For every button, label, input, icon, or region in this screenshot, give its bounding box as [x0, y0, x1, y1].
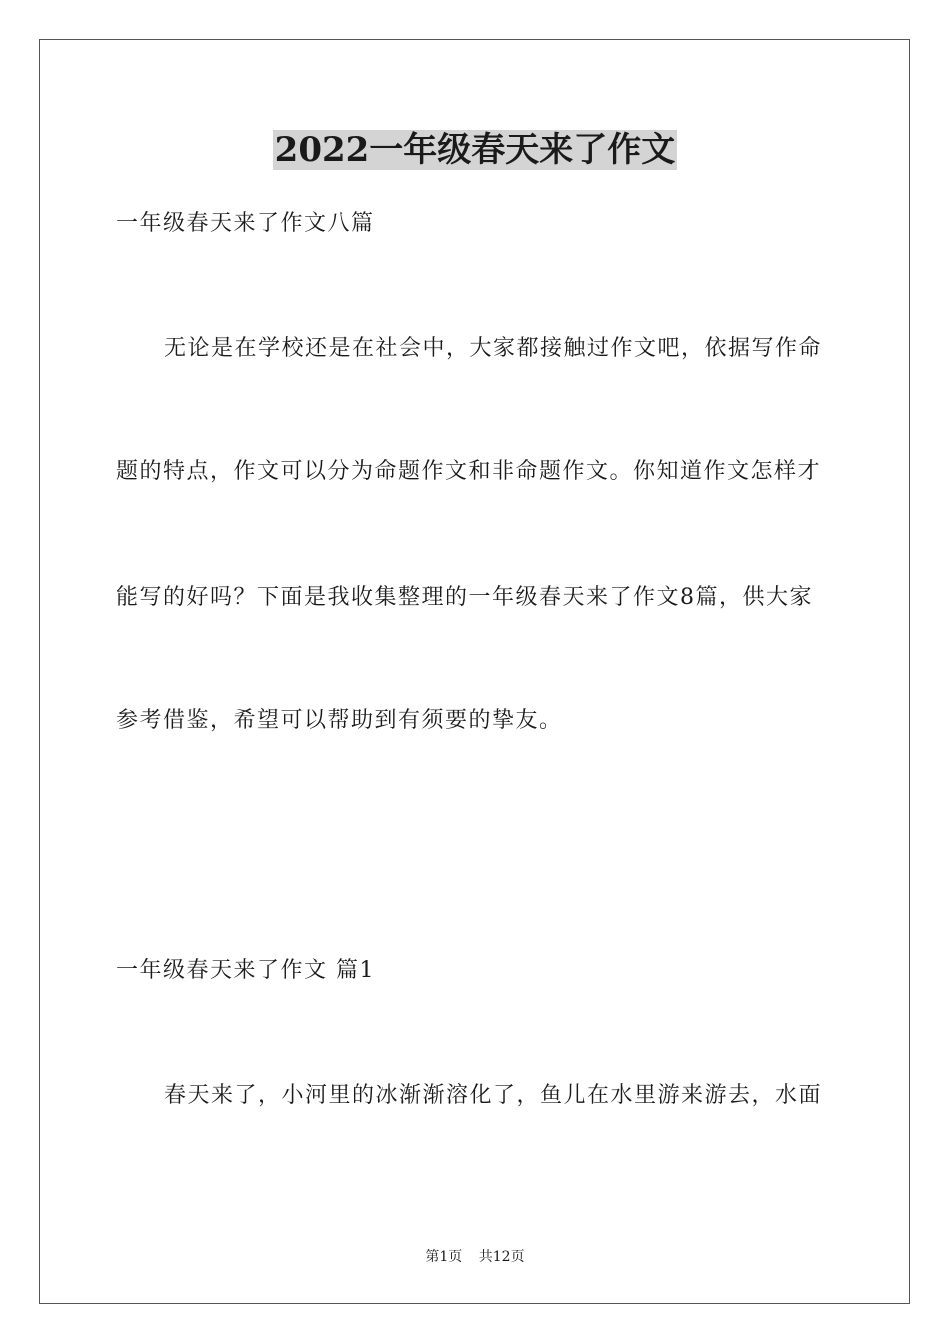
- paragraph-line: 参考借鉴，希望可以帮助到有须要的挚友。: [116, 708, 563, 733]
- paragraph-line: 题的特点，作文可以分为命题作文和非命题作文。你知道作文怎样才: [116, 459, 822, 484]
- document-title-text: 2022一年级春天来了作文: [274, 130, 676, 170]
- document-title: [0, 127, 950, 173]
- paragraph-line: 春天来了，小河里的冰渐渐溶化了，鱼儿在水里游来游去，水面: [164, 1083, 823, 1108]
- paragraph-line: 能写的好吗？下面是我收集整理的一年级春天来了作文8篇，供大家: [116, 585, 813, 610]
- subtitle: 一年级春天来了作文八篇: [116, 211, 375, 236]
- section-heading: 一年级春天来了作文 篇1: [116, 958, 375, 983]
- page-footer: [0, 1247, 950, 1267]
- page-total: 共12页: [478, 1249, 525, 1265]
- paragraph-line: 无论是在学校还是在社会中，大家都接触过作文吧，依据写作命: [164, 336, 823, 361]
- page-number: 第1页: [425, 1249, 463, 1265]
